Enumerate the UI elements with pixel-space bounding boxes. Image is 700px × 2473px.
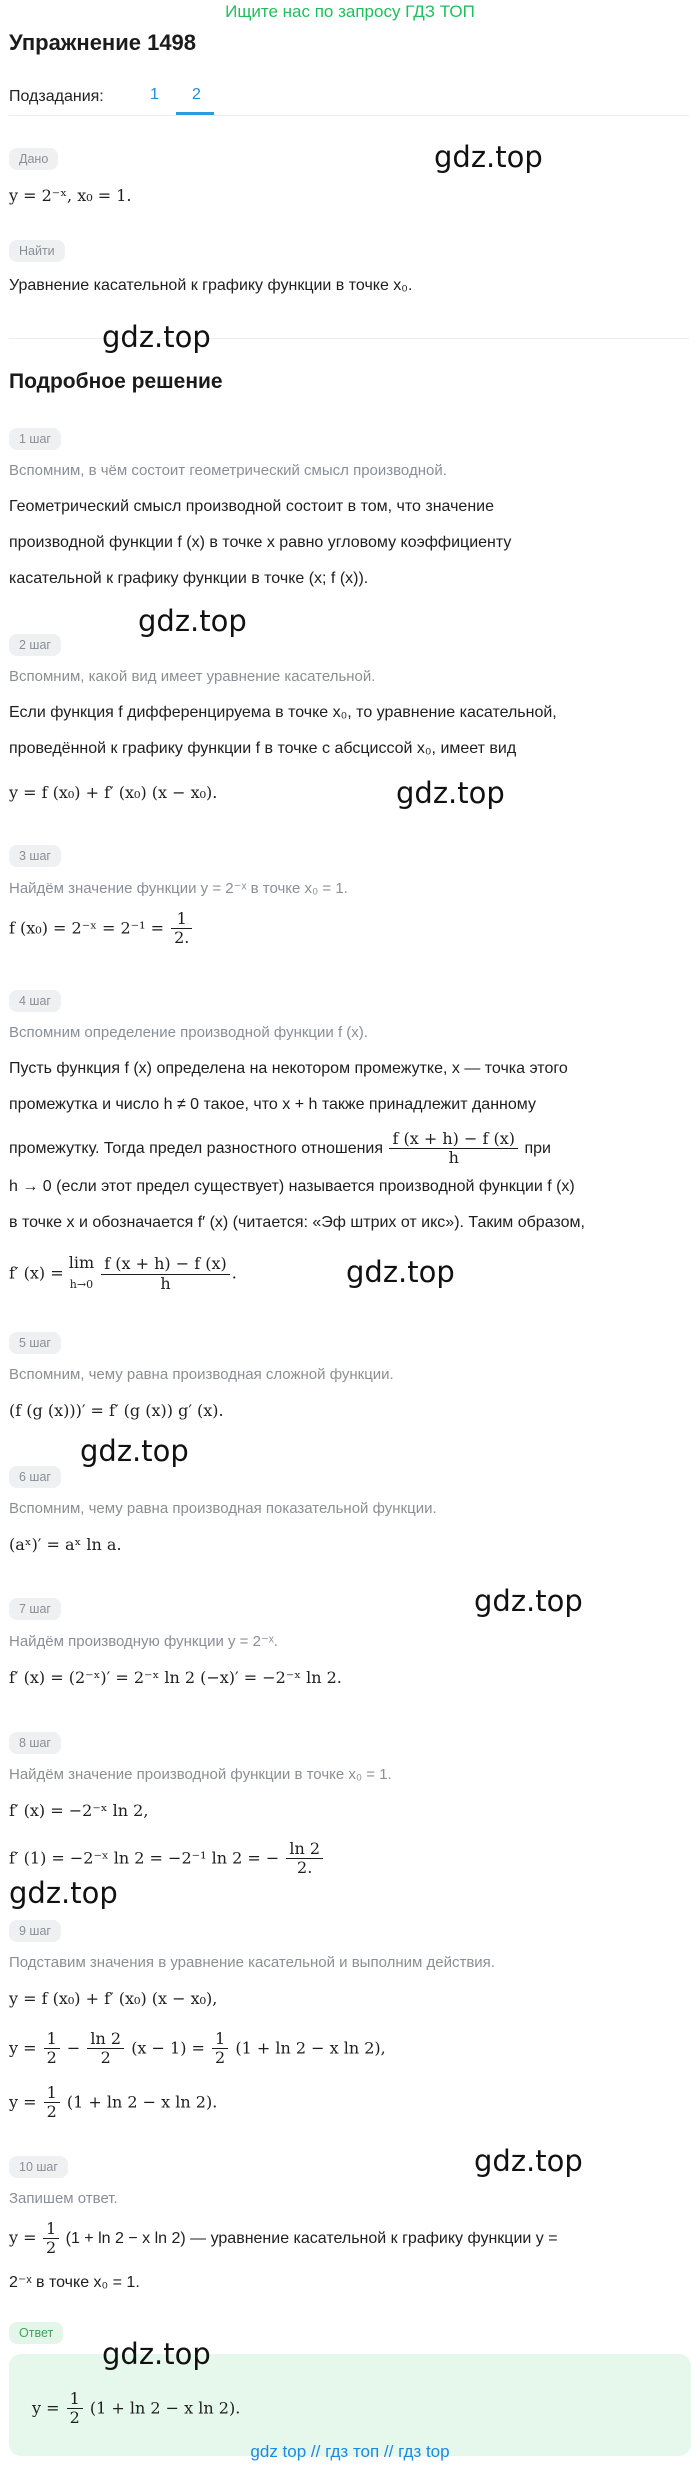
step-text: Геометрический смысл производной состоит в том, что значение <box>9 498 494 515</box>
step-formula: f′ (x) = (2⁻ˣ)′ = 2⁻ˣ ln 2 (−x)′ = −2⁻ˣ ln 2. <box>9 1668 342 1687</box>
step-formula: y = f (x₀) + f′ (x₀) (x − x₀). <box>9 783 218 802</box>
step-intro: Вспомним, чему равна производная показательной функции. <box>9 1500 437 1517</box>
step-text: y = $\frac{1}{2}$ (1 + ln 2 − x ln 2) — уравнение касательной к графику функции y = <box>9 2219 558 2258</box>
step-intro: Вспомним, в чём состоит геометрический смысл производной. <box>9 462 447 479</box>
step-formula: f′ (x) = lim h→0 $\frac{f (x + h) - f (x)}{h}$ . <box>9 1252 237 1296</box>
subtask-tab-1[interactable]: 1 <box>150 86 159 103</box>
watermark: gdz.top <box>9 1876 118 1910</box>
step-formula: (aˣ)′ = aˣ ln a. <box>9 1535 122 1554</box>
step-text: касательной к графику функции в точке (x; f (x)). <box>9 570 369 587</box>
step-formula: f′ (x) = −2⁻ˣ ln 2, <box>9 1801 149 1820</box>
step-intro: Найдём значение функции y = 2⁻ˣ в точке x₀ = 1. <box>9 880 348 897</box>
fraction: $\frac{1}{2}$ <box>67 2390 83 2428</box>
search-banner: Ищите нас по запросу ГДЗ ТОП <box>225 2 475 21</box>
watermark: gdz.top <box>474 1584 583 1618</box>
step-text: h → 0 (если этот предел существует) называется производной функции f (x) <box>9 1178 575 1195</box>
watermark: gdz.top <box>396 776 505 810</box>
step-label: 3 шаг <box>9 845 61 867</box>
watermark: gdz.top <box>102 320 211 354</box>
step-text: промежутку. Тогда предел разностного отношения $\frac{f (x + h) - f (x)}{h}$ при <box>9 1129 551 1168</box>
page-title: Упражнение 1498 <box>9 30 197 55</box>
fraction: $\frac{1}{2}$ <box>43 2220 59 2258</box>
answer-formula: y = $\frac{1}{2}$ (1 + ln 2 − x ln 2). <box>32 2389 241 2428</box>
step-text: проведённой к графику функции f в точке с абсциссой x₀, имеет вид <box>9 740 517 757</box>
fraction: $\frac{1}{2.}$ <box>171 910 192 948</box>
fraction: $\frac{1}{2}$ <box>212 2030 228 2068</box>
step-formula: f′ (1) = −2⁻ˣ ln 2 = −2⁻¹ ln 2 = − $\frac{\ln 2}{2.}$ <box>9 1840 325 1878</box>
watermark: gdz.top <box>80 1434 189 1468</box>
fraction: $\frac{1}{2}$ <box>44 2030 60 2068</box>
step-label: 6 шаг <box>9 1466 61 1488</box>
step-text: промежутка и число h ≠ 0 такое, что x + h также принадлежит данному <box>9 1096 536 1113</box>
step-intro: Подставим значения в уравнение касательной и выполним действия. <box>9 1954 495 1971</box>
limit: lim h→0 <box>68 1253 95 1291</box>
fraction: $\frac{1}{2}$ <box>44 2084 60 2122</box>
fraction: $\frac{\ln 2}{2}$ <box>87 2030 124 2068</box>
find-text: Уравнение касательной к графику функции в точке x₀. <box>9 277 413 294</box>
step-label: 10 шаг <box>9 2156 68 2178</box>
step-intro: Найдём производную функции y = 2⁻ˣ. <box>9 1633 278 1650</box>
step-formula: y = f (x₀) + f′ (x₀) (x − x₀), <box>9 1989 218 2008</box>
step-text: производной функции f (x) в точке x равно угловому коэффициенту <box>9 534 512 551</box>
fraction: $\frac{f (x + h) - f (x)}{h}$ <box>389 1130 518 1168</box>
subtask-tab-2[interactable]: 2 <box>192 86 201 103</box>
solution-title: Подробное решение <box>9 370 223 393</box>
step-text: Если функция f дифференцируема в точке x₀, то уравнение касательной, <box>9 704 557 721</box>
step-text: в точке x и обозначается f′ (x) (читается: «Эф штрих от икс»). Таким образом, <box>9 1214 585 1231</box>
step-label: 2 шаг <box>9 634 61 656</box>
fraction: $\frac{\ln 2}{2.}$ <box>286 1840 323 1878</box>
step-formula: y = $\frac{1}{2}$ (1 + ln 2 − x ln 2). <box>9 2083 218 2122</box>
watermark: gdz.top <box>138 604 247 638</box>
subtasks-label: Подзадания: <box>9 88 104 105</box>
step-formula: y = $\frac{1}{2}$ − $\frac{\ln 2}{2}$ (x − 1) = $\frac{1}{2}$ (1 + ln 2 − x ln 2), <box>9 2029 386 2068</box>
step-intro: Найдём значение производной функции в точке x₀ = 1. <box>9 1766 392 1783</box>
divider <box>9 115 689 116</box>
step-label: 4 шаг <box>9 990 61 1012</box>
step-label: 1 шаг <box>9 428 61 450</box>
given-label: Дано <box>9 148 58 170</box>
step-label: 8 шаг <box>9 1732 61 1754</box>
footer-links[interactable]: gdz top // гдз топ // гдз top <box>250 2442 450 2461</box>
step-formula: f (x₀) = 2⁻ˣ = 2⁻¹ = $\frac{1}{2.}$ <box>9 910 194 948</box>
watermark: gdz.top <box>346 1255 455 1289</box>
find-label: Найти <box>9 240 65 262</box>
step-label: 7 шаг <box>9 1598 61 1620</box>
step-intro: Вспомним определение производной функции f (x). <box>9 1024 368 1041</box>
step-intro: Вспомним, чему равна производная сложной функции. <box>9 1366 394 1383</box>
step-intro: Вспомним, какой вид имеет уравнение касательной. <box>9 668 376 685</box>
step-label: 9 шаг <box>9 1920 61 1942</box>
fraction: $\frac{f (x + h) - f (x)}{h}$ <box>101 1255 230 1293</box>
step-text: 2⁻ˣ в точке x₀ = 1. <box>9 2274 140 2291</box>
answer-label: Ответ <box>9 2322 63 2344</box>
step-formula: (f (g (x)))′ = f′ (g (x)) g′ (x). <box>9 1401 224 1420</box>
watermark: gdz.top <box>434 140 543 174</box>
given-expression: y = 2⁻ˣ, x₀ = 1. <box>9 186 132 205</box>
step-label: 5 шаг <box>9 1332 61 1354</box>
step-intro: Запишем ответ. <box>9 2190 118 2207</box>
watermark: gdz.top <box>102 2337 211 2371</box>
watermark: gdz.top <box>474 2144 583 2178</box>
step-text: Пусть функция f (x) определена на некотором промежутке, x — точка этого <box>9 1060 568 1077</box>
